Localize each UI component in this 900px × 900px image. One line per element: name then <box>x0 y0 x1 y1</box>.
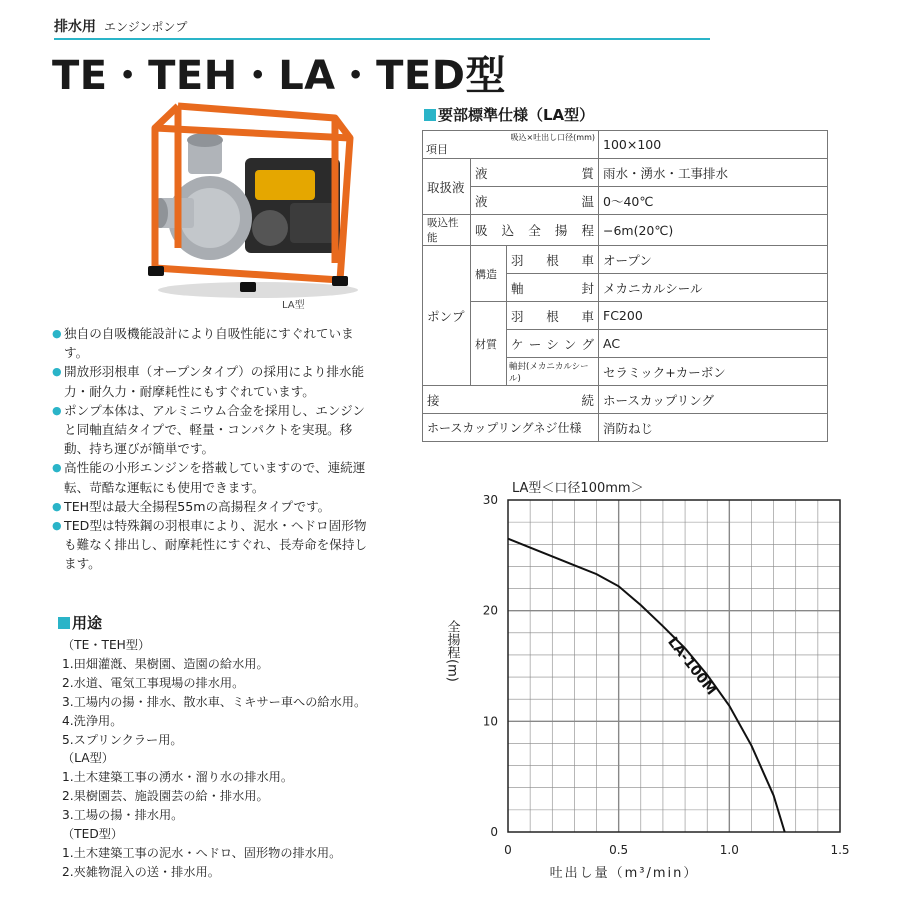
table-row <box>423 131 828 159</box>
chart-title: LA型＜口径100mm＞ <box>512 481 644 496</box>
square-bullet-icon <box>58 617 70 629</box>
y-tick-label: 30 <box>482 493 498 507</box>
table-row <box>423 159 828 187</box>
x-tick-label: 1.5 <box>830 843 850 857</box>
structure-label: 構造 <box>471 246 507 302</box>
uses-line: 1.土木建築工事の湧水・溜り水の排水用。 <box>62 770 294 785</box>
header-rule <box>54 38 710 40</box>
table-row <box>423 386 828 414</box>
table-row <box>423 187 828 215</box>
connection-label-cell <box>423 386 599 414</box>
y-axis-label: 全揚程(m) <box>444 620 460 682</box>
hose-thread-label: ホースカップリングネジ仕様 <box>423 414 599 442</box>
uses-line: （TED型） <box>62 827 124 842</box>
temp-label-cell: 液 温 <box>471 187 599 215</box>
uses-line: （LA型） <box>62 751 114 766</box>
category-bold: 排水用 <box>54 19 96 35</box>
x-tick-label: 1.0 <box>719 843 739 857</box>
y-tick-label: 0 <box>490 825 498 839</box>
feature-item: ● ポンプ本体は、アルミニウム合金を採用し、エンジンと同軸直結タイプで、軽量・コンパクトを実現。移動、持ち運びが簡単です。 <box>54 401 374 459</box>
uses-line: 2.水道、電気工事現場の排水用。 <box>62 675 245 690</box>
feature-item: ● TED型は特殊鋼の羽根車により、泥水・ヘドロ固形物も難なく排出し、耐摩耗性にすぐれ、長寿命を保持します。 <box>54 516 374 574</box>
uses-line: 3.工場の揚・排水用。 <box>62 808 184 823</box>
table-row <box>423 215 828 246</box>
feature-item: ● 高性能の小形エンジンを搭載していますので、連続運転、苛酷な運転にも使用できます。 <box>54 458 374 496</box>
category-label <box>54 16 187 36</box>
impeller-label: 羽根車 <box>507 246 599 274</box>
feature-list <box>54 324 374 574</box>
uses-list <box>62 636 366 882</box>
liquid-group-label: 取扱液 <box>423 159 471 215</box>
uses-line: 3.工場内の揚・排水、散水車、ミキサー車への給水用。 <box>62 694 367 709</box>
spec-heading: 要部標準仕様（LA型） <box>424 104 594 125</box>
uses-line: （TE・TEH型） <box>62 638 151 652</box>
plot-frame <box>508 500 840 832</box>
uses-line: 1.田畑灌漑、果樹園、造園の給水用。 <box>62 656 269 671</box>
y-tick-label: 20 <box>482 603 498 618</box>
feature-item: ● TEH型は最大全揚程55mの高揚程タイプです。 <box>54 497 374 516</box>
connection-label-left: 接 <box>427 392 440 408</box>
x-tick-label: 0.5 <box>609 843 629 857</box>
performance-chart <box>440 478 860 888</box>
size-header-cell: 吸込×吐出し口径(mm) 項目 <box>423 131 599 159</box>
impeller-type: オープン <box>599 246 828 274</box>
uses-line: 2.夾雑物混入の送・排水用。 <box>62 864 220 879</box>
quality-label-cell: 液 質 <box>471 159 599 187</box>
impeller-material: FC200 <box>599 302 828 330</box>
seal-material-label: 軸封(メカニカルシール) <box>507 358 599 386</box>
uses-line: 5.スプリンクラー用。 <box>62 732 183 747</box>
feature-item: ● 独自の自吸機能設計により自吸性能にすぐれています。 <box>54 324 374 362</box>
seal-label: 軸封 <box>507 274 599 302</box>
x-axis-label: 吐出し量（m³/min） <box>549 866 699 881</box>
size-value: 100×100 <box>599 131 828 159</box>
quality-value: 雨水・湧水・工事排水 <box>599 159 828 187</box>
suction-label: 吸込全揚程 <box>471 215 599 246</box>
uses-line: 2.果樹園芸、施設園芸の給・排水用。 <box>62 789 269 804</box>
y-tick-label: 10 <box>482 714 498 729</box>
table-row <box>423 302 828 330</box>
material-label: 材質 <box>471 302 507 386</box>
category-sub: エンジンポンプ <box>104 20 188 34</box>
square-bullet-icon <box>424 109 436 121</box>
connection-value: ホースカップリング <box>599 386 828 414</box>
impeller-material-label: 羽根車 <box>507 302 599 330</box>
spec-table <box>422 130 828 442</box>
uses-line: 4.洗浄用。 <box>62 713 123 728</box>
table-row <box>423 414 828 442</box>
suction-group-label: 吸込性能 <box>423 215 471 246</box>
table-row <box>423 246 828 274</box>
series-label: LA-100M <box>664 634 720 699</box>
suction-value: −6m(20℃) <box>599 215 828 246</box>
pump-group-label: ポンプ <box>423 246 471 386</box>
uses-heading: 用途 <box>58 612 102 633</box>
seal-value: メカニカルシール <box>599 274 828 302</box>
seal-material-value: セラミック+カーボン <box>599 358 828 386</box>
photo-caption: LA型 <box>282 300 305 311</box>
casing-value: AC <box>599 330 828 358</box>
uses-line: 1.土木建築工事の泥水・ヘドロ、固形物の排水用。 <box>62 845 342 860</box>
feature-item: ● 開放形羽根車（オープンタイプ）の採用により排水能力・耐久力・耐摩耗性にもすぐれています。 <box>54 362 374 400</box>
casing-label: ケーシング <box>507 330 599 358</box>
pump-photo <box>140 98 370 303</box>
page-title: TE・TEH・LA・TED型 <box>52 53 506 99</box>
hose-thread-value: 消防ねじ <box>599 414 828 442</box>
x-tick-label: 0 <box>504 843 512 857</box>
connection-label-right: 続 <box>581 392 594 408</box>
temp-value: 0～40℃ <box>599 187 828 215</box>
